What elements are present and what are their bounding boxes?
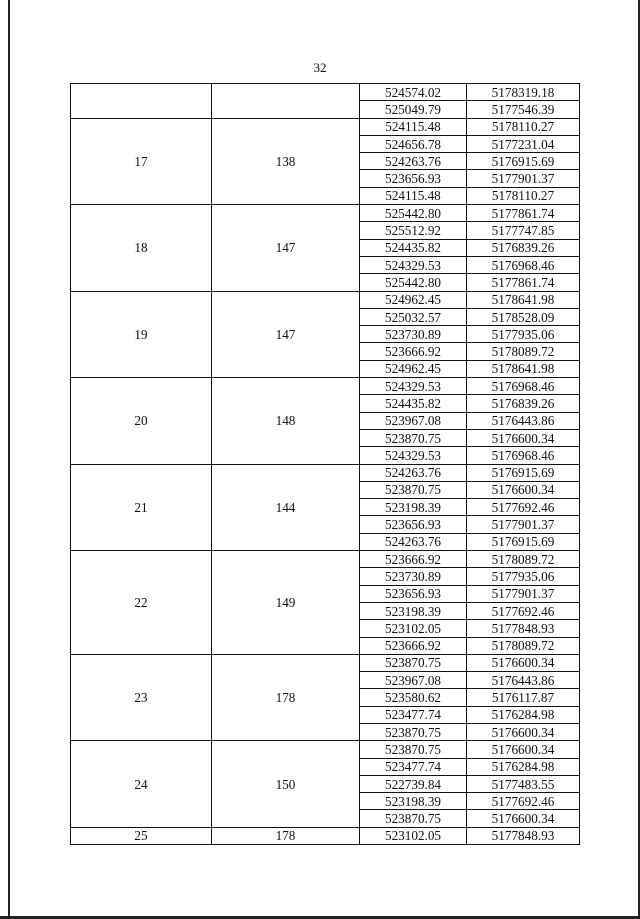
y-coordinate-cell: 5177848.93 [467,620,580,637]
parcel-id-cell: 24 [71,741,212,827]
y-coordinate-cell: 5178319.18 [467,84,580,101]
table-row [71,551,580,568]
x-coordinate-cell: 524329.53 [360,256,467,273]
parcel-id-cell: 23 [71,654,212,740]
x-coordinate-cell: 524115.48 [360,118,467,135]
x-coordinate-cell: 523477.74 [360,706,467,723]
x-coordinate-cell: 524263.76 [360,153,467,170]
table-row [71,291,580,308]
x-coordinate-cell: 523477.74 [360,758,467,775]
area-cell: 144 [212,464,360,550]
parcel-id-cell: 18 [71,205,212,291]
y-coordinate-cell: 5177935.06 [467,326,580,343]
y-coordinate-cell: 5177692.46 [467,793,580,810]
x-coordinate-cell: 524435.82 [360,395,467,412]
y-coordinate-cell: 5176600.34 [467,741,580,758]
y-coordinate-cell: 5176443.86 [467,672,580,689]
x-coordinate-cell: 523580.62 [360,689,467,706]
y-coordinate-cell: 5178641.98 [467,360,580,377]
x-coordinate-cell: 524263.76 [360,464,467,481]
area-cell: 150 [212,741,360,827]
table-row [71,205,580,222]
y-coordinate-cell: 5176915.69 [467,464,580,481]
x-coordinate-cell: 523870.75 [360,810,467,827]
parcel-id-cell: 17 [71,118,212,204]
y-coordinate-cell: 5178089.72 [467,551,580,568]
y-coordinate-cell: 5177747.85 [467,222,580,239]
x-coordinate-cell: 523198.39 [360,499,467,516]
x-coordinate-cell: 524656.78 [360,135,467,152]
area-cell: 147 [212,291,360,377]
y-coordinate-cell: 5176968.46 [467,378,580,395]
x-coordinate-cell: 523666.92 [360,637,467,654]
parcel-id-cell [71,84,212,119]
y-coordinate-cell: 5176600.34 [467,723,580,740]
y-coordinate-cell: 5176915.69 [467,153,580,170]
coordinates-table-body [71,84,580,845]
y-coordinate-cell: 5176600.34 [467,810,580,827]
y-coordinate-cell: 5178110.27 [467,187,580,204]
y-coordinate-cell: 5177935.06 [467,568,580,585]
table-row [71,741,580,758]
x-coordinate-cell: 523730.89 [360,326,467,343]
x-coordinate-cell: 525032.57 [360,308,467,325]
y-coordinate-cell: 5178110.27 [467,118,580,135]
x-coordinate-cell: 524574.02 [360,84,467,101]
coordinates-table [70,83,580,845]
x-coordinate-cell: 524329.53 [360,447,467,464]
x-coordinate-cell: 523967.08 [360,412,467,429]
table-row [71,378,580,395]
x-coordinate-cell: 523656.93 [360,170,467,187]
table-row [71,118,580,135]
x-coordinate-cell: 524962.45 [360,360,467,377]
y-coordinate-cell: 5176284.98 [467,758,580,775]
parcel-id-cell: 25 [71,827,212,844]
table-row [71,654,580,671]
y-coordinate-cell: 5178089.72 [467,637,580,654]
y-coordinate-cell: 5176600.34 [467,654,580,671]
y-coordinate-cell: 5177692.46 [467,602,580,619]
x-coordinate-cell: 523666.92 [360,343,467,360]
y-coordinate-cell: 5177692.46 [467,499,580,516]
x-coordinate-cell: 524435.82 [360,239,467,256]
x-coordinate-cell: 525049.79 [360,101,467,118]
x-coordinate-cell: 523666.92 [360,551,467,568]
y-coordinate-cell: 5178089.72 [467,343,580,360]
x-coordinate-cell: 524962.45 [360,291,467,308]
y-coordinate-cell: 5176839.26 [467,239,580,256]
x-coordinate-cell: 525512.92 [360,222,467,239]
y-coordinate-cell: 5178641.98 [467,291,580,308]
parcel-id-cell: 19 [71,291,212,377]
x-coordinate-cell: 523198.39 [360,793,467,810]
x-coordinate-cell: 523870.75 [360,481,467,498]
y-coordinate-cell: 5177848.93 [467,827,580,844]
table-row [71,464,580,481]
y-coordinate-cell: 5176284.98 [467,706,580,723]
y-coordinate-cell: 5177901.37 [467,516,580,533]
area-cell: 147 [212,205,360,291]
y-coordinate-cell: 5177901.37 [467,585,580,602]
y-coordinate-cell: 5177546.39 [467,101,580,118]
x-coordinate-cell: 523967.08 [360,672,467,689]
y-coordinate-cell: 5178528.09 [467,308,580,325]
area-cell: 178 [212,654,360,740]
y-coordinate-cell: 5176839.26 [467,395,580,412]
x-coordinate-cell: 524115.48 [360,187,467,204]
x-coordinate-cell: 525442.80 [360,205,467,222]
x-coordinate-cell: 523198.39 [360,602,467,619]
parcel-id-cell: 20 [71,378,212,464]
x-coordinate-cell: 523656.93 [360,585,467,602]
y-coordinate-cell: 5177231.04 [467,135,580,152]
x-coordinate-cell: 523870.75 [360,654,467,671]
y-coordinate-cell: 5176915.69 [467,533,580,550]
x-coordinate-cell: 523102.05 [360,827,467,844]
page-number: 32 [313,60,327,75]
table-row [71,827,580,844]
area-cell: 149 [212,551,360,655]
parcel-id-cell: 21 [71,464,212,550]
area-cell: 148 [212,378,360,464]
y-coordinate-cell: 5176443.86 [467,412,580,429]
x-coordinate-cell: 523102.05 [360,620,467,637]
parcel-id-cell: 22 [71,551,212,655]
y-coordinate-cell: 5176968.46 [467,256,580,273]
y-coordinate-cell: 5177861.74 [467,205,580,222]
x-coordinate-cell: 523870.75 [360,723,467,740]
page-edge-left [8,0,10,919]
y-coordinate-cell: 5176600.34 [467,481,580,498]
x-coordinate-cell: 522739.84 [360,775,467,792]
y-coordinate-cell: 5176600.34 [467,429,580,446]
area-cell: 178 [212,827,360,844]
x-coordinate-cell: 523870.75 [360,429,467,446]
x-coordinate-cell: 523730.89 [360,568,467,585]
y-coordinate-cell: 5176968.46 [467,447,580,464]
y-coordinate-cell: 5177861.74 [467,274,580,291]
x-coordinate-cell: 524263.76 [360,533,467,550]
area-cell: 138 [212,118,360,204]
y-coordinate-cell: 5176117.87 [467,689,580,706]
x-coordinate-cell: 524329.53 [360,378,467,395]
x-coordinate-cell: 523656.93 [360,516,467,533]
area-cell [212,84,360,119]
x-coordinate-cell: 525442.80 [360,274,467,291]
y-coordinate-cell: 5177483.55 [467,775,580,792]
y-coordinate-cell: 5177901.37 [467,170,580,187]
x-coordinate-cell: 523870.75 [360,741,467,758]
table-row [71,84,580,101]
